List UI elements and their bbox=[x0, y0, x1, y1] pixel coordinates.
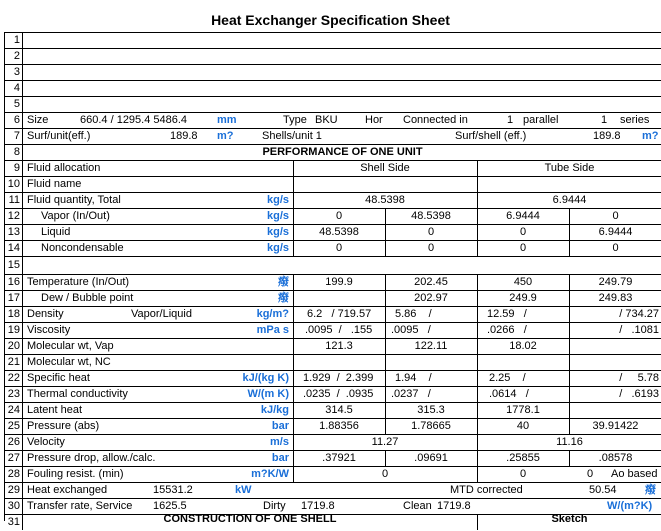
tube-out-value: 0 bbox=[587, 468, 594, 480]
row-number: 16 bbox=[5, 275, 23, 290]
shell-out-value: 0 bbox=[427, 226, 435, 238]
clean-label: Clean bbox=[403, 500, 432, 512]
row-number: 29 bbox=[5, 483, 23, 498]
heat-exchanged-label: Heat exchanged bbox=[27, 484, 108, 496]
row-number: 5 bbox=[5, 97, 23, 112]
dirty-label: Dirty bbox=[263, 500, 286, 512]
size-value: 660.4 / 1295.4 5486.4 bbox=[80, 114, 188, 126]
tube-in-value: 0 bbox=[519, 226, 527, 238]
mtd-unit: 癈 bbox=[645, 484, 656, 496]
table-row bbox=[5, 419, 661, 435]
shell-out-value: 315.3 bbox=[417, 404, 445, 416]
fouling-resist-label: Fouling resist. (min) bbox=[27, 468, 124, 480]
fluid-allocation-label: Fluid allocation bbox=[27, 162, 101, 174]
tube-in-value: .25855 bbox=[506, 452, 540, 464]
shell-out-value: 0 bbox=[427, 242, 435, 254]
surf-unit-label: Surf/unit(eff.) bbox=[27, 130, 91, 142]
shell-out-value: 202.97 bbox=[414, 292, 448, 304]
row-number: 21 bbox=[5, 355, 23, 370]
tube-in-value: 0 bbox=[519, 468, 527, 480]
row-number: 31 bbox=[5, 515, 23, 530]
performance-header: PERFORMANCE OF ONE UNIT bbox=[262, 146, 423, 158]
ao-based-note: Ao based bbox=[611, 468, 658, 480]
type-label: Type bbox=[283, 114, 307, 126]
thermal-conductivity-unit: W/(m K) bbox=[247, 388, 289, 400]
table-row bbox=[5, 275, 661, 291]
row-number: 23 bbox=[5, 387, 23, 402]
vapor-label: Vapor (In/Out) bbox=[41, 210, 110, 222]
row-number: 13 bbox=[5, 225, 23, 240]
viscosity-label: Viscosity bbox=[27, 324, 71, 336]
tube-value: 11.16 bbox=[556, 436, 583, 448]
shell-value: 48.5398 bbox=[365, 194, 405, 206]
tube-in-value: 40 bbox=[516, 420, 530, 432]
liquid-label: Liquid bbox=[41, 226, 71, 238]
row-number: 11 bbox=[5, 193, 23, 208]
tube-value: 6.9444 bbox=[552, 194, 587, 206]
row-number: 22 bbox=[5, 371, 23, 386]
table-row bbox=[5, 81, 661, 97]
surf-shell-unit: m? bbox=[642, 130, 659, 142]
shell-in-value: 121.3 bbox=[325, 340, 353, 352]
surf-unit-value: 189.8 bbox=[170, 130, 198, 142]
row-number: 30 bbox=[5, 499, 23, 514]
heat-exchanged-unit: kW bbox=[235, 484, 252, 496]
row-number: 6 bbox=[5, 113, 23, 128]
shell-in-value: 1.929 / 2.399 bbox=[303, 372, 374, 384]
fluid-name-label: Fluid name bbox=[27, 178, 82, 190]
mtd-label: MTD corrected bbox=[450, 484, 523, 496]
dew-bubble-label: Dew / Bubble point bbox=[41, 292, 134, 304]
noncondensable-unit: kg/s bbox=[266, 242, 289, 254]
tube-out-value: 0 bbox=[612, 242, 619, 254]
shell-in-value: 314.5 bbox=[325, 404, 353, 416]
pressure-drop-unit: bar bbox=[271, 452, 289, 464]
specific-heat-label: Specific heat bbox=[27, 372, 90, 384]
tube-out-value: 249.79 bbox=[598, 276, 633, 288]
velocity-label: Velocity bbox=[27, 436, 65, 448]
parallel-count: 1 bbox=[507, 114, 514, 126]
clean-value: 1719.8 bbox=[437, 500, 471, 512]
shell-out-value: 48.5398 bbox=[411, 210, 451, 222]
connected-label: Connected in bbox=[403, 114, 468, 126]
fluid-quantity-unit: kg/s bbox=[266, 194, 289, 206]
row-number: 19 bbox=[5, 323, 23, 338]
table-row bbox=[5, 257, 661, 275]
table-row bbox=[5, 387, 661, 403]
tube-out-value: / .6193 bbox=[619, 388, 659, 400]
mtd-value: 50.54 bbox=[589, 484, 617, 496]
tube-in-value: .0614 / bbox=[489, 388, 529, 400]
shell-out-value: .09691 bbox=[414, 452, 448, 464]
row-number: 10 bbox=[5, 177, 23, 192]
table-row bbox=[5, 451, 661, 467]
table-row bbox=[5, 193, 661, 209]
type-value: BKU bbox=[315, 114, 338, 126]
size-label: Size bbox=[27, 114, 49, 126]
fluid-quantity-label: Fluid quantity, Total bbox=[27, 194, 121, 206]
row-number: 27 bbox=[5, 451, 23, 466]
heat-exchanged-value: 15531.2 bbox=[153, 484, 193, 496]
row-number: 20 bbox=[5, 339, 23, 354]
row-number: 24 bbox=[5, 403, 23, 418]
table-row bbox=[5, 161, 661, 177]
table-row bbox=[5, 129, 661, 145]
table-row bbox=[5, 225, 661, 241]
tube-in-value: 6.9444 bbox=[506, 210, 540, 222]
tube-in-value: 2.25 / bbox=[489, 372, 526, 384]
table-row bbox=[5, 467, 661, 483]
row-number: 28 bbox=[5, 467, 23, 482]
section-header-row bbox=[5, 145, 661, 161]
construction-header: CONSTRUCTION OF ONE SHELL bbox=[163, 513, 337, 525]
table-row bbox=[5, 291, 661, 307]
transfer-rate-label: Transfer rate, Service bbox=[27, 500, 133, 512]
tube-in-value: 0 bbox=[519, 242, 527, 254]
shell-in-value: 0 bbox=[335, 210, 343, 222]
shell-in-value: .37921 bbox=[322, 452, 356, 464]
tube-out-value: / .1081 bbox=[619, 324, 659, 336]
surf-shell-value: 189.8 bbox=[593, 130, 621, 142]
transfer-rate-unit: W/(m?K) bbox=[607, 500, 653, 512]
temperature-label: Temperature (In/Out) bbox=[27, 276, 130, 288]
molecular-wt-vap-label: Molecular wt, Vap bbox=[27, 340, 114, 352]
page-title: Heat Exchanger Specification Sheet bbox=[211, 12, 450, 28]
tube-in-value: 249.9 bbox=[509, 292, 537, 304]
series-label: series bbox=[620, 114, 650, 126]
shell-side-header: Shell Side bbox=[360, 162, 410, 174]
tube-out-value: 6.9444 bbox=[598, 226, 633, 238]
table-row bbox=[5, 177, 661, 193]
tube-in-value: 1778.1 bbox=[506, 404, 540, 416]
tube-out-value: / 734.27 bbox=[619, 308, 659, 320]
table-row bbox=[5, 241, 661, 257]
viscosity-unit: mPa s bbox=[256, 324, 289, 336]
sketch-header: Sketch bbox=[551, 513, 588, 525]
surf-unit-unit: m? bbox=[217, 130, 234, 142]
density-sublabel: Vapor/Liquid bbox=[131, 308, 192, 320]
thermal-conductivity-label: Thermal conductivity bbox=[27, 388, 128, 400]
shell-in-value: 1.88356 bbox=[319, 420, 359, 432]
shell-out-value: 1.78665 bbox=[411, 420, 451, 432]
latent-heat-unit: kJ/kg bbox=[260, 404, 289, 416]
density-label: Density bbox=[27, 308, 64, 320]
table-row bbox=[5, 49, 661, 65]
tube-out-value: 0 bbox=[612, 210, 619, 222]
row-number: 18 bbox=[5, 307, 23, 322]
row-number: 3 bbox=[5, 65, 23, 80]
table-row bbox=[5, 403, 661, 419]
table-row bbox=[5, 371, 661, 387]
row-number: 4 bbox=[5, 81, 23, 96]
tube-side-header: Tube Side bbox=[544, 162, 595, 174]
row-number: 2 bbox=[5, 49, 23, 64]
shell-out-value: .0237 / bbox=[391, 388, 431, 400]
table-row bbox=[5, 483, 661, 499]
vapor-unit: kg/s bbox=[266, 210, 289, 222]
shell-in-value: 6.2 / 719.57 bbox=[307, 308, 372, 320]
shell-out-value: 202.45 bbox=[414, 276, 448, 288]
table-row bbox=[5, 435, 661, 451]
shell-in-value: 0 bbox=[335, 242, 343, 254]
shell-out-value: 5.86 / bbox=[395, 308, 432, 320]
velocity-unit: m/s bbox=[270, 436, 289, 448]
latent-heat-label: Latent heat bbox=[27, 404, 83, 416]
row-number: 1 bbox=[5, 33, 23, 48]
tube-in-value: .0266 / bbox=[487, 324, 527, 336]
tube-in-value: 18.02 bbox=[509, 340, 537, 352]
fouling-resist-unit: m?K/W bbox=[251, 468, 289, 480]
pressure-unit: bar bbox=[271, 420, 289, 432]
service-value: 1625.5 bbox=[153, 500, 187, 512]
row-number: 25 bbox=[5, 419, 23, 434]
shell-value: 0 bbox=[381, 468, 389, 480]
noncondensable-label: Noncondensable bbox=[41, 242, 124, 254]
table-row bbox=[5, 355, 661, 371]
section-header-row bbox=[5, 515, 661, 531]
shells-per-unit: Shells/unit 1 bbox=[262, 130, 322, 142]
parallel-label: parallel bbox=[523, 114, 559, 126]
density-unit: kg/m? bbox=[256, 308, 289, 320]
shell-out-value: .0095 / bbox=[391, 324, 431, 336]
dirty-value: 1719.8 bbox=[301, 500, 335, 512]
pressure-drop-label: Pressure drop, allow./calc. bbox=[27, 452, 156, 464]
row-number: 7 bbox=[5, 129, 23, 144]
shell-in-value: .0095 / .155 bbox=[305, 324, 373, 336]
series-count: 1 bbox=[601, 114, 608, 126]
row-number: 26 bbox=[5, 435, 23, 450]
row-number: 14 bbox=[5, 241, 23, 256]
temperature-unit: 癈 bbox=[278, 276, 289, 288]
dew-bubble-unit: 癈 bbox=[278, 292, 289, 304]
row-number: 17 bbox=[5, 291, 23, 306]
table-row bbox=[5, 113, 661, 129]
shell-out-value: 1.94 / bbox=[395, 372, 432, 384]
tube-out-value: / 5.78 bbox=[619, 372, 659, 384]
table-row bbox=[5, 209, 661, 225]
size-unit: mm bbox=[217, 114, 237, 126]
molecular-wt-nc-label: Molecular wt, NC bbox=[27, 356, 111, 368]
shell-out-value: 122.11 bbox=[414, 340, 448, 352]
table-row bbox=[5, 323, 661, 339]
table-row bbox=[5, 97, 661, 113]
table-row bbox=[5, 33, 661, 49]
tube-out-value: .08578 bbox=[598, 452, 633, 464]
orientation-value: Hor bbox=[365, 114, 383, 126]
tube-in-value: 450 bbox=[513, 276, 533, 288]
spec-sheet bbox=[4, 32, 661, 528]
shell-in-value: 48.5398 bbox=[319, 226, 359, 238]
surf-shell-label: Surf/shell (eff.) bbox=[455, 130, 527, 142]
pressure-label: Pressure (abs) bbox=[27, 420, 100, 432]
tube-out-value: 249.83 bbox=[598, 292, 633, 304]
tube-in-value: 12.59 / bbox=[487, 308, 527, 320]
row-number: 8 bbox=[5, 145, 23, 160]
shell-in-value: 199.9 bbox=[325, 276, 353, 288]
tube-out-value: 39.91422 bbox=[592, 420, 639, 432]
shell-value: 11.27 bbox=[371, 436, 399, 448]
shell-in-value: .0235 / .0935 bbox=[303, 388, 374, 400]
table-row bbox=[5, 65, 661, 81]
table-row bbox=[5, 307, 661, 323]
row-number: 15 bbox=[5, 257, 23, 274]
row-number: 12 bbox=[5, 209, 23, 224]
liquid-unit: kg/s bbox=[266, 226, 289, 238]
specific-heat-unit: kJ/(kg K) bbox=[242, 372, 289, 384]
table-row bbox=[5, 339, 661, 355]
row-number: 9 bbox=[5, 161, 23, 176]
